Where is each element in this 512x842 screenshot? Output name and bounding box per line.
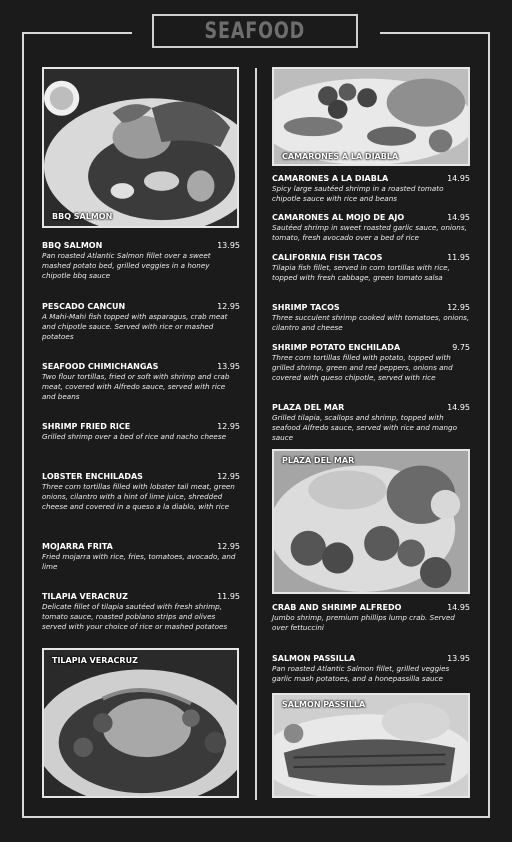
menu-item — [272, 213, 470, 243]
menu-item — [272, 603, 470, 633]
menu-item-name: SHRIMP TACOS — [272, 303, 340, 312]
menu-item-name: PLAZA DEL MAR — [272, 403, 345, 412]
menu-item — [42, 241, 240, 281]
menu-item-price: 13.95 — [217, 241, 240, 250]
menu-item — [42, 592, 240, 632]
bbq-salmon-photo — [42, 67, 239, 228]
menu-item — [42, 302, 240, 342]
menu-item — [272, 174, 470, 204]
menu-item-price: 13.95 — [447, 654, 470, 663]
menu-item-name: LOBSTER ENCHILADAS — [42, 472, 143, 481]
menu-item-price: 12.95 — [217, 542, 240, 551]
menu-item-description: Spicy large sautéed shrimp in a roasted tomato chipotle sauce with rice and beans — [272, 184, 444, 203]
camarones-photo-label: CAMARONES A LA DIABLA — [282, 152, 399, 161]
tilapia-veracruz-photo-label: TILAPIA VERACRUZ — [52, 656, 138, 665]
frame-right-line — [488, 32, 490, 818]
menu-item-name: TILAPIA VERACRUZ — [42, 592, 128, 601]
menu-item — [42, 542, 240, 572]
menu-item-price: 14.95 — [447, 403, 470, 412]
menu-item-name: PESCADO CANCUN — [42, 302, 126, 311]
menu-item-description: Jumbo shrimp, premium phillips lump crab. Served over fettuccini — [272, 613, 455, 632]
menu-item-description: Delicate fillet of tilapia sautéed with fresh shrimp, tomato sauce, roasted poblano strips and olives served with your choice of rice or mashed potatoes — [42, 602, 228, 631]
salmon-passilla-photo — [272, 693, 470, 798]
menu-item-name: SHRIMP POTATO ENCHILADA — [272, 343, 401, 352]
menu-item-price: 14.95 — [447, 174, 470, 183]
menu-item-name: MOJARRA FRITA — [42, 542, 113, 551]
menu-item — [272, 403, 470, 443]
menu-item-description: Three succulent shrimp cooked with tomatoes, onions, cilantro and cheese — [272, 313, 470, 332]
menu-item-description: Three corn tortillas filled with potato, topped with grilled shrimp, green and red peppers, onions and covered with queso chipotle, served with rice — [272, 353, 453, 382]
menu-item-description: Three corn tortillas filled with lobster tail meat, green onions, cilantro with a hint of lime juice, shredded cheese and covered in a queso a la diablo, with rice — [42, 482, 235, 511]
menu-item-price: 11.95 — [447, 253, 470, 262]
menu-item-name: CAMARONES A LA DIABLA — [272, 174, 389, 183]
menu-item-price: 11.95 — [217, 592, 240, 601]
menu-item — [272, 654, 470, 684]
frame-top-right-line — [380, 32, 490, 34]
menu-item-description: Pan roasted Atlantic Salmon fillet, grilled veggies garlic mash potatoes, and a honepassilla sauce — [272, 664, 450, 683]
menu-item-name: CALIFORNIA FISH TACOS — [272, 253, 383, 262]
frame-top-left-line — [22, 32, 132, 34]
menu-item — [272, 253, 470, 283]
column-divider — [255, 68, 257, 800]
menu-item-name: CAMARONES AL MOJO DE AJO — [272, 213, 405, 222]
menu-item-price: 12.95 — [217, 422, 240, 431]
frame-left-line — [22, 32, 24, 818]
menu-item-price: 13.95 — [217, 362, 240, 371]
menu-item-description: Pan roasted Atlantic Salmon fillet over a sweet mashed potato bed, grilled veggies in a honey chipotle bbq sauce — [42, 251, 211, 280]
menu-item — [42, 472, 240, 512]
menu-item — [272, 343, 470, 383]
menu-item-name: SHRIMP FRIED RICE — [42, 422, 131, 431]
menu-item-price: 14.95 — [447, 213, 470, 222]
menu-item-price: 9.75 — [452, 343, 470, 352]
menu-item — [42, 362, 240, 402]
menu-item-price: 12.95 — [217, 302, 240, 311]
menu-item-description: Sautéed shrimp in sweet roasted garlic sauce, onions, tomato, fresh avocado over a bed of rice — [272, 223, 467, 242]
menu-item-description: Tilapia fish fillet, served in corn tortillas with rice, topped with fresh cabbage, green tomato salsa — [272, 263, 450, 282]
menu-item-description: Grilled tilapia, scallops and shrimp, topped with seafood Alfredo sauce, served with rice and mango sauce — [272, 413, 457, 442]
menu-item-price: 12.95 — [447, 303, 470, 312]
plaza-del-mar-photo-label: PLAZA DEL MAR — [282, 456, 355, 465]
camarones-photo — [272, 67, 470, 166]
menu-item-description: Fried mojarra with rice, fries, tomatoes, avocado, and lime — [42, 552, 236, 571]
menu-item-name: SEAFOOD CHIMICHANGAS — [42, 362, 159, 371]
salmon-passilla-photo-label: SALMON PASSILLA — [282, 700, 366, 709]
menu-item-name: CRAB AND SHRIMP ALFREDO — [272, 603, 402, 612]
menu-item-description: Grilled shrimp over a bed of rice and nacho cheese — [42, 432, 227, 441]
frame-bottom-line — [22, 816, 490, 818]
menu-item-description: Two flour tortillas, fried or soft with shrimp and crab meat, covered with Alfredo sauce, served with rice and beans — [42, 372, 230, 401]
tilapia-veracruz-photo — [42, 648, 239, 798]
menu-item-name: BBQ SALMON — [42, 241, 103, 250]
page-title: SEAFOOD — [204, 18, 306, 44]
menu-item-price: 14.95 — [447, 603, 470, 612]
plaza-del-mar-photo — [272, 449, 470, 594]
menu-item-description: A Mahi-Mahi fish topped with asparagus, crab meat and chipotle sauce. Served with rice or mashed potatoes — [42, 312, 228, 341]
menu-item — [272, 303, 470, 333]
menu-item-price: 12.95 — [217, 472, 240, 481]
bbq-salmon-photo-label: BBQ SALMON — [52, 212, 113, 221]
menu-item-name: SALMON PASSILLA — [272, 654, 356, 663]
menu-item — [42, 422, 240, 442]
page-title-box — [152, 14, 358, 48]
